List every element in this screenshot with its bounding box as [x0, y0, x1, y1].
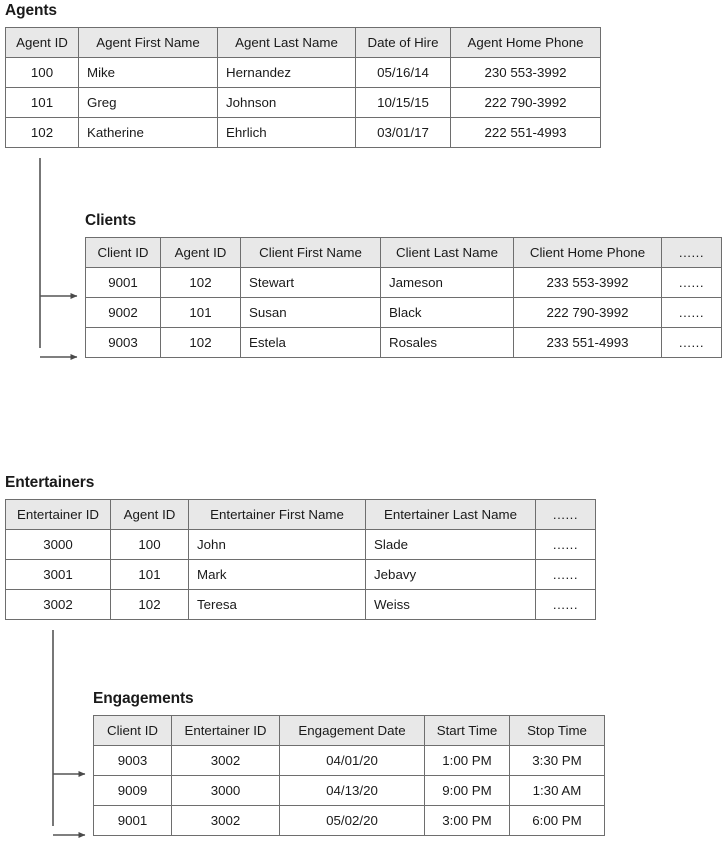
- column-header-agent-id: Agent ID: [6, 28, 79, 58]
- cell-agent-id: 102: [111, 590, 189, 620]
- table-header-row: [6, 500, 596, 530]
- connector-entertainers-to-engagements: [53, 630, 85, 835]
- entity-entertainers: [5, 474, 596, 620]
- cell-agent-home-phone: 222 790-3992: [451, 88, 601, 118]
- cell-engagement-date: 05/02/20: [280, 806, 425, 836]
- cell-engagement-date: 04/13/20: [280, 776, 425, 806]
- table-row: [86, 268, 722, 298]
- entity-title-entertainers: Entertainers: [5, 474, 95, 491]
- cell-agent-id-highlighted: 102: [161, 268, 241, 298]
- cell-client-id: 9001: [94, 806, 172, 836]
- table-agents: [5, 27, 601, 148]
- cell-agent-id-highlighted: 102: [6, 118, 79, 148]
- cell-entertainer-last-name: Slade: [366, 530, 536, 560]
- column-header-client-last-name: Client Last Name: [381, 238, 514, 268]
- cell-client-id: 9002: [86, 298, 161, 328]
- column-header-entertainer-id: Entertainer ID: [172, 716, 280, 746]
- cell-more: ......: [536, 590, 596, 620]
- cell-client-last-name: Rosales: [381, 328, 514, 358]
- cell-entertainer-first-name: Mark: [189, 560, 366, 590]
- cell-more: ......: [662, 268, 722, 298]
- table-row: [94, 746, 605, 776]
- column-header-date-of-hire: Date of Hire: [356, 28, 451, 58]
- entity-title-engagements: Engagements: [93, 690, 194, 707]
- column-header-entertainer-last-name: Entertainer Last Name: [366, 500, 536, 530]
- table-header-row: [94, 716, 605, 746]
- cell-client-home-phone: 233 553-3992: [514, 268, 662, 298]
- column-header-client-id: Client ID: [86, 238, 161, 268]
- table-row: [94, 776, 605, 806]
- table-header-row: [86, 238, 722, 268]
- table-row: [6, 88, 601, 118]
- column-header-client-home-phone: Client Home Phone: [514, 238, 662, 268]
- column-header-agent-home-phone: Agent Home Phone: [451, 28, 601, 58]
- cell-more: ......: [536, 560, 596, 590]
- cell-agent-id: 100: [111, 530, 189, 560]
- cell-client-first-name: Susan: [241, 298, 381, 328]
- cell-more: ......: [662, 328, 722, 358]
- column-header-entertainer-id: Entertainer ID: [6, 500, 111, 530]
- cell-more: ......: [662, 298, 722, 328]
- entity-engagements: [93, 690, 605, 836]
- cell-entertainer-id: 3001: [6, 560, 111, 590]
- column-header-more: ......: [662, 238, 722, 268]
- cell-entertainer-id-highlighted: 3002: [172, 746, 280, 776]
- cell-more: ......: [536, 530, 596, 560]
- cell-agent-first-name: Mike: [79, 58, 218, 88]
- cell-client-id: 9009: [94, 776, 172, 806]
- cell-date-of-hire: 10/15/15: [356, 88, 451, 118]
- cell-agent-id-highlighted: 102: [161, 328, 241, 358]
- cell-client-last-name: Jameson: [381, 268, 514, 298]
- table-row: [86, 328, 722, 358]
- table-header-row: [6, 28, 601, 58]
- table-row: [6, 58, 601, 88]
- entity-agents: [5, 2, 601, 148]
- entity-title-clients: Clients: [85, 212, 136, 229]
- cell-client-first-name: Estela: [241, 328, 381, 358]
- column-header-entertainer-first-name: Entertainer First Name: [189, 500, 366, 530]
- table-row: [6, 530, 596, 560]
- cell-agent-home-phone: 230 553-3992: [451, 58, 601, 88]
- cell-agent-home-phone: 222 551-4993: [451, 118, 601, 148]
- cell-client-last-name: Black: [381, 298, 514, 328]
- column-header-agent-id: Agent ID: [111, 500, 189, 530]
- cell-stop-time: 1:30 AM: [510, 776, 605, 806]
- cell-stop-time: 3:30 PM: [510, 746, 605, 776]
- cell-entertainer-first-name: John: [189, 530, 366, 560]
- cell-agent-id: 101: [6, 88, 79, 118]
- column-header-agent-last-name: Agent Last Name: [218, 28, 356, 58]
- cell-entertainer-last-name: Weiss: [366, 590, 536, 620]
- cell-client-first-name: Stewart: [241, 268, 381, 298]
- table-row: [6, 118, 601, 148]
- table-entertainers: [5, 499, 596, 620]
- column-header-agent-first-name: Agent First Name: [79, 28, 218, 58]
- table-row: [6, 590, 596, 620]
- column-header-client-id: Client ID: [94, 716, 172, 746]
- column-header-agent-id: Agent ID: [161, 238, 241, 268]
- cell-client-id: 9003: [86, 328, 161, 358]
- cell-agent-first-name: Katherine: [79, 118, 218, 148]
- cell-client-home-phone: 222 790-3992: [514, 298, 662, 328]
- cell-date-of-hire: 03/01/17: [356, 118, 451, 148]
- column-header-more: ......: [536, 500, 596, 530]
- column-header-stop-time: Stop Time: [510, 716, 605, 746]
- entity-title-agents: Agents: [5, 2, 57, 19]
- entity-clients: [85, 212, 722, 358]
- cell-entertainer-id-highlighted: 3002: [172, 806, 280, 836]
- cell-agent-last-name: Ehrlich: [218, 118, 356, 148]
- cell-start-time: 3:00 PM: [425, 806, 510, 836]
- cell-entertainer-first-name: Teresa: [189, 590, 366, 620]
- cell-entertainer-id: 3000: [172, 776, 280, 806]
- cell-agent-id: 100: [6, 58, 79, 88]
- connector-agents-to-clients: [40, 158, 77, 357]
- cell-entertainer-id-highlighted: 3002: [6, 590, 111, 620]
- cell-start-time: 1:00 PM: [425, 746, 510, 776]
- table-clients: [85, 237, 722, 358]
- cell-agent-last-name: Johnson: [218, 88, 356, 118]
- table-row: [86, 298, 722, 328]
- cell-agent-id: 101: [111, 560, 189, 590]
- cell-entertainer-id: 3000: [6, 530, 111, 560]
- cell-client-home-phone: 233 551-4993: [514, 328, 662, 358]
- cell-agent-id: 101: [161, 298, 241, 328]
- cell-agent-last-name: Hernandez: [218, 58, 356, 88]
- cell-date-of-hire: 05/16/14: [356, 58, 451, 88]
- column-header-engagement-date: Engagement Date: [280, 716, 425, 746]
- cell-client-id: 9001: [86, 268, 161, 298]
- cell-agent-first-name: Greg: [79, 88, 218, 118]
- table-row: [94, 806, 605, 836]
- table-engagements: [93, 715, 605, 836]
- cell-client-id: 9003: [94, 746, 172, 776]
- cell-entertainer-last-name: Jebavy: [366, 560, 536, 590]
- column-header-start-time: Start Time: [425, 716, 510, 746]
- cell-stop-time: 6:00 PM: [510, 806, 605, 836]
- column-header-client-first-name: Client First Name: [241, 238, 381, 268]
- cell-engagement-date: 04/01/20: [280, 746, 425, 776]
- cell-start-time: 9:00 PM: [425, 776, 510, 806]
- table-row: [6, 560, 596, 590]
